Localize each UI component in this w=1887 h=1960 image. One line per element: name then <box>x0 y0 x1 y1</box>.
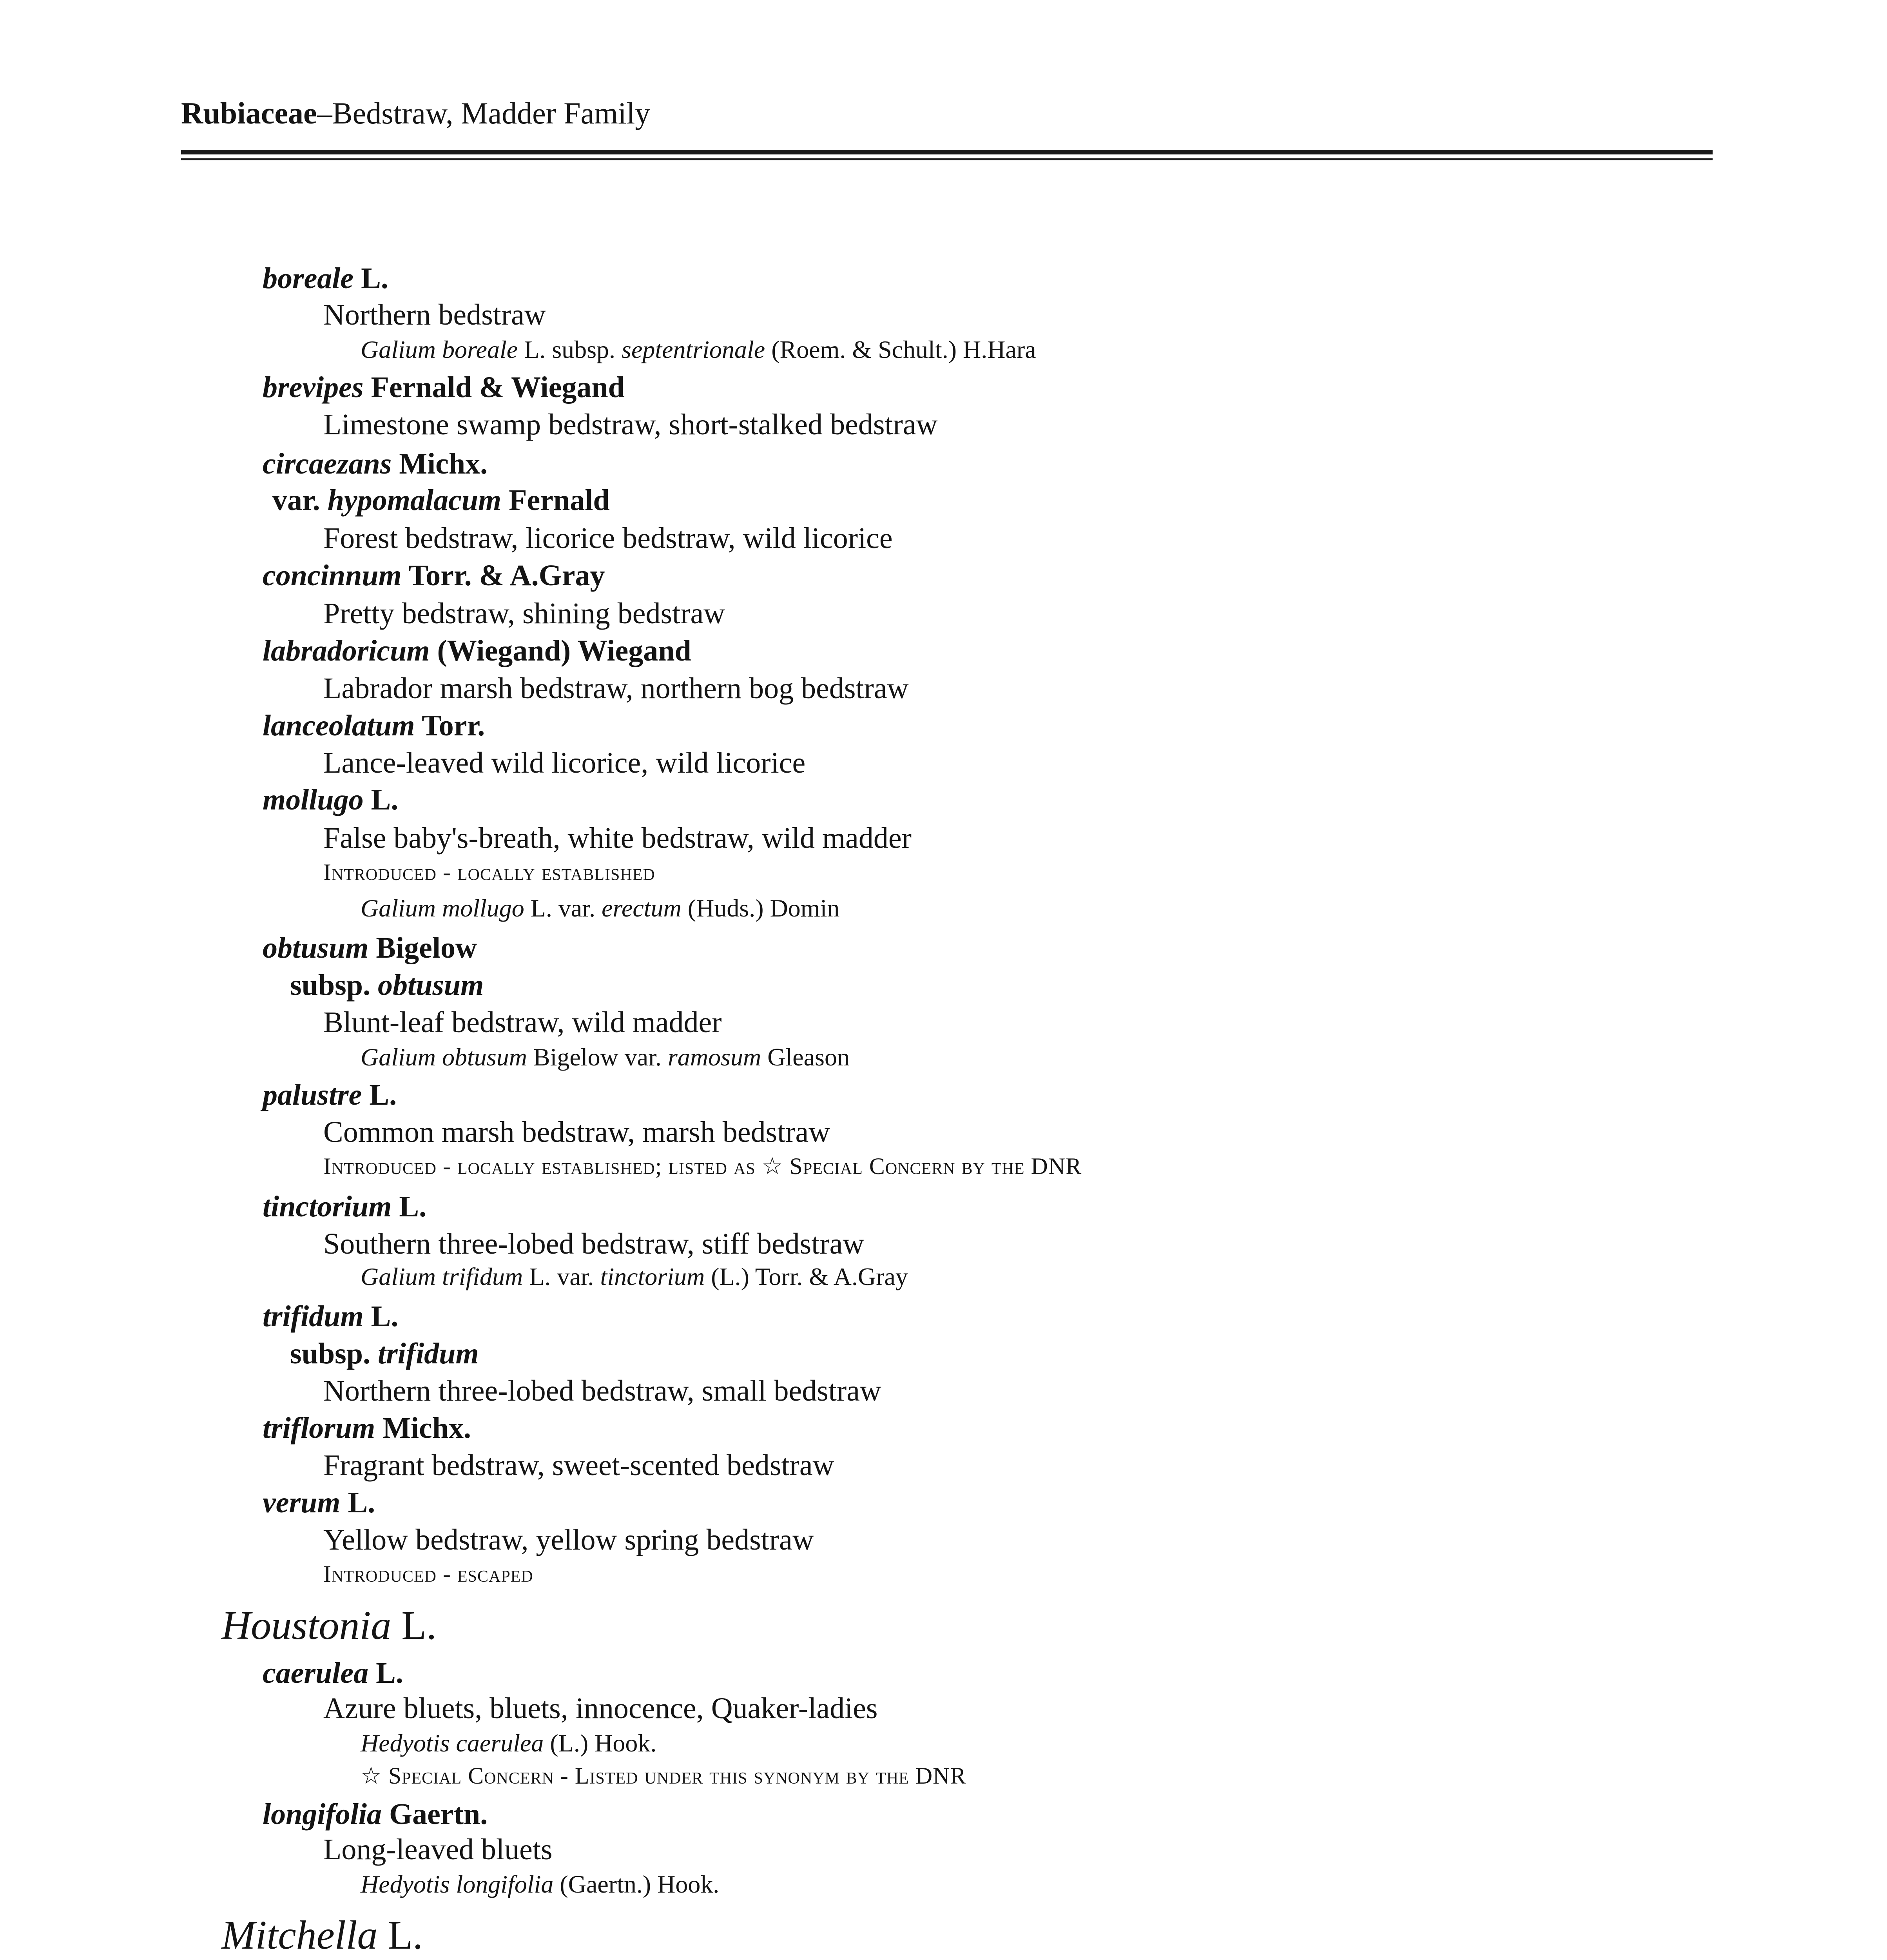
common-names: Lance-leaved wild licorice, wild licorice <box>323 746 806 779</box>
synonym-line <box>361 1872 719 1897</box>
common-names: Common marsh bedstraw, marsh bedstraw <box>323 1116 830 1149</box>
synonym-author: L. subsp. <box>518 336 622 363</box>
synonym-author: L. var. <box>524 894 602 922</box>
species-author: L. <box>363 1300 399 1333</box>
common-names: Southern three-lobed bedstraw, stiff bedstraw <box>323 1227 865 1260</box>
synonym-author: L. var. <box>523 1263 600 1290</box>
common-names: Blunt-leaf bedstraw, wild madder <box>323 1006 722 1039</box>
common-names: Limestone swamp bedstraw, short-stalked bedstraw <box>323 408 938 441</box>
synonym-author: (L.) Torr. & A.Gray <box>705 1263 908 1290</box>
rank-prefix: subsp. <box>290 1337 378 1370</box>
running-head <box>181 98 650 129</box>
synonym-line <box>361 1731 656 1756</box>
species-author: L. <box>353 262 388 295</box>
synonym-name: ramosum <box>667 1043 761 1071</box>
common-names: False baby's-breath, white bedstraw, wild madder <box>323 822 912 855</box>
subspecies-entry <box>290 1339 479 1368</box>
species-entry <box>263 1080 397 1110</box>
rank-author: Fernald <box>501 484 610 517</box>
synonym-author: (L.) Hook. <box>544 1729 657 1757</box>
species-entry <box>263 1413 471 1443</box>
species-epithet: tinctorium <box>263 1190 392 1223</box>
synonym-author: (Huds.) Domin <box>681 894 840 922</box>
species-entry <box>263 372 625 402</box>
status-note: Introduced - locally established <box>323 859 655 885</box>
common-names: Northern three-lobed bedstraw, small bedstraw <box>323 1374 881 1407</box>
species-epithet: obtusum <box>263 931 369 964</box>
common-names: Labrador marsh bedstraw, northern bog bedstraw <box>323 672 909 705</box>
synonym-name: Galium boreale <box>361 336 518 363</box>
species-epithet: brevipes <box>263 371 364 404</box>
species-entry <box>263 711 485 740</box>
rank-epithet: obtusum <box>377 969 484 1002</box>
species-author: (Wiegand) Wiegand <box>430 634 691 667</box>
species-epithet: labradoricum <box>263 634 430 667</box>
rank-epithet: hypomalacum <box>327 484 502 517</box>
species-author: Bigelow <box>368 931 477 964</box>
species-author: L. <box>340 1486 375 1519</box>
running-head-description: –Bedstraw, Madder Family <box>317 96 651 130</box>
species-epithet: lanceolatum <box>263 709 415 742</box>
species-entry <box>263 1488 375 1517</box>
genus-author: L. <box>377 1913 423 1958</box>
synonym-author: Gleason <box>761 1043 850 1071</box>
species-author: L. <box>362 1078 397 1111</box>
variety-entry <box>272 485 610 515</box>
status-note: Introduced - locally established; listed as ☆ Special Concern by the DNR <box>323 1153 1082 1179</box>
synonym-author: Bigelow var. <box>527 1043 668 1071</box>
species-entry <box>263 449 488 479</box>
running-head-family: Rubiaceae <box>181 96 317 130</box>
genus-name: Mitchella <box>221 1913 378 1958</box>
synonym-name: Hedyotis longifolia <box>361 1870 554 1898</box>
species-entry <box>263 263 388 293</box>
genus-author: L. <box>391 1603 437 1648</box>
species-author: Fernald & Wiegand <box>363 371 625 404</box>
common-names: Pretty bedstraw, shining bedstraw <box>323 597 725 630</box>
species-epithet: longifolia <box>263 1798 382 1831</box>
synonym-name: tinctorium <box>600 1263 705 1290</box>
species-epithet: concinnum <box>263 559 402 592</box>
species-author: Torr. & A.Gray <box>401 559 605 592</box>
species-entry <box>263 1799 488 1829</box>
rank-prefix: var. <box>272 484 328 517</box>
synonym-line <box>361 896 839 921</box>
species-author: L. <box>363 783 399 816</box>
synonym-name: Galium mollugo <box>361 894 524 922</box>
synonym-name: Hedyotis caerulea <box>361 1729 544 1757</box>
synonym-line <box>361 337 1036 362</box>
genus-heading <box>221 1605 437 1646</box>
species-epithet: triflorum <box>263 1412 375 1445</box>
species-entry <box>263 1658 403 1688</box>
common-names: Long-leaved bluets <box>323 1833 553 1866</box>
species-author: Michx. <box>392 447 488 480</box>
species-epithet: circaezans <box>263 447 392 480</box>
rank-epithet: trifidum <box>377 1337 479 1370</box>
species-author: L. <box>392 1190 427 1223</box>
species-epithet: mollugo <box>263 783 364 816</box>
synonym-name: Galium obtusum <box>361 1043 527 1071</box>
species-entry <box>263 561 605 590</box>
synonym-line <box>361 1264 908 1289</box>
genus-name: Houstonia <box>221 1603 392 1648</box>
species-author: L. <box>368 1657 403 1690</box>
subspecies-entry <box>290 970 484 1000</box>
common-names: Fragrant bedstraw, sweet-scented bedstraw <box>323 1449 834 1482</box>
species-author: Torr. <box>415 709 485 742</box>
synonym-author: (Gaertn.) Hook. <box>553 1870 720 1898</box>
species-author: Michx. <box>375 1412 471 1445</box>
rank-prefix: subsp. <box>290 969 378 1002</box>
common-names: Yellow bedstraw, yellow spring bedstraw <box>323 1523 814 1556</box>
species-entry <box>263 636 691 666</box>
species-entry <box>263 933 477 963</box>
synonym-name: septentrionale <box>622 336 765 363</box>
genus-heading <box>221 1915 423 1956</box>
synonym-name: Galium trifidum <box>361 1263 523 1290</box>
status-note: Introduced - escaped <box>323 1561 533 1587</box>
species-epithet: boreale <box>263 262 354 295</box>
status-note: ☆ Special Concern - Listed under this synonym by the DNR <box>361 1763 966 1789</box>
species-entry <box>263 785 398 815</box>
species-epithet: palustre <box>263 1078 362 1111</box>
common-names: Northern bedstraw <box>323 298 546 331</box>
synonym-author: (Roem. & Schult.) H.Hara <box>765 336 1036 363</box>
header-rule <box>181 150 1713 160</box>
species-entry <box>263 1301 398 1331</box>
species-entry <box>263 1192 426 1221</box>
common-names: Forest bedstraw, licorice bedstraw, wild licorice <box>323 522 893 555</box>
species-epithet: caerulea <box>263 1657 369 1690</box>
species-author: Gaertn. <box>382 1798 488 1831</box>
synonym-name: erectum <box>602 894 682 922</box>
synonym-line <box>361 1045 850 1070</box>
species-epithet: verum <box>263 1486 341 1519</box>
common-names: Azure bluets, bluets, innocence, Quaker-ladies <box>323 1692 878 1725</box>
species-epithet: trifidum <box>263 1300 364 1333</box>
